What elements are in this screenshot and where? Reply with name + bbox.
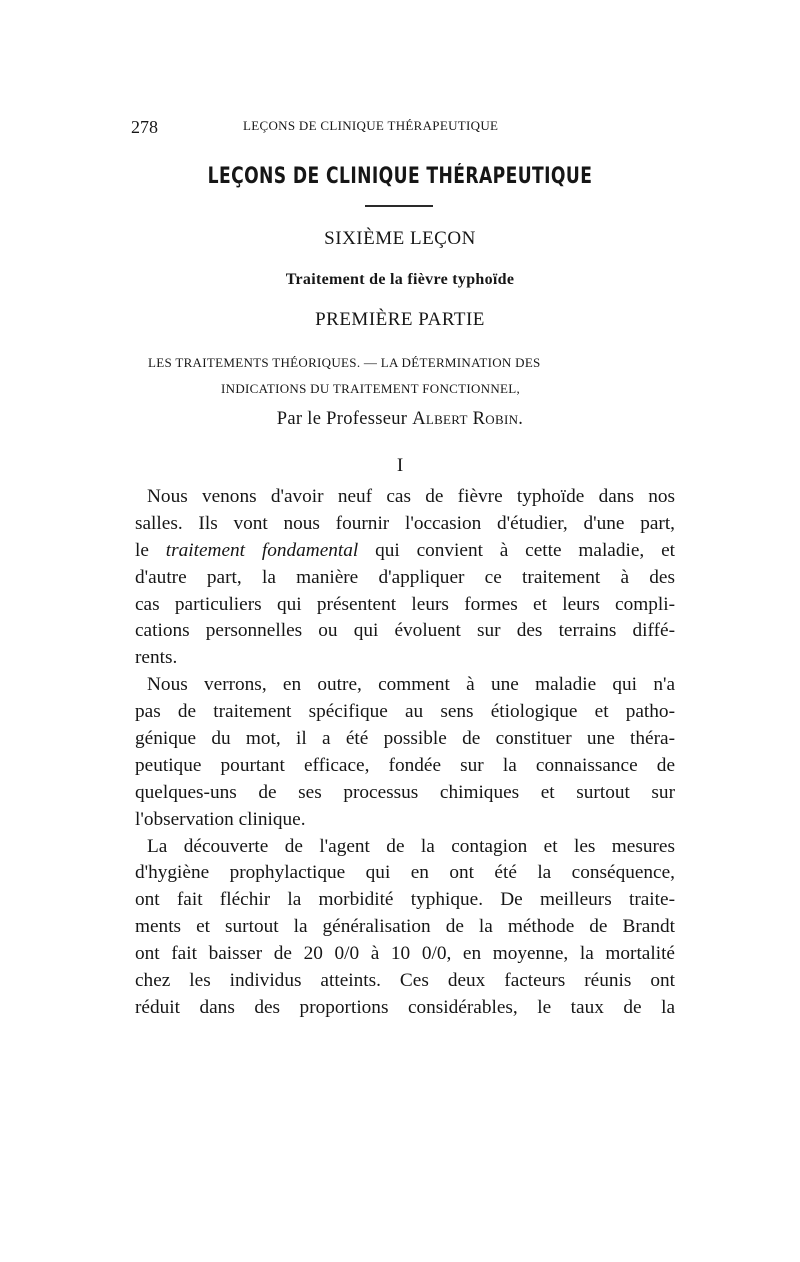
part-heading: PREMIÈRE PARTIE bbox=[315, 309, 485, 330]
body-line: salles. Ils vont nous fournir l'occasion d'étudier, d'une part, bbox=[135, 512, 675, 534]
body-line: ont fait baisser de 20 0/0 à 10 0/0, en moyenne, la mortalité bbox=[135, 943, 675, 965]
body-line: peutique pourtant efficace, fondée sur la connaissance de bbox=[135, 754, 675, 776]
title-rule bbox=[365, 205, 433, 207]
body-line: cations personnelles ou qui évoluent sur des terrains diffé- bbox=[135, 620, 675, 642]
body-line: chez les individus atteints. Ces deux facteurs réunis ont bbox=[135, 970, 675, 992]
body-fragment: qui convient à cette maladie, et bbox=[375, 539, 675, 561]
body-line: pas de traitement spécifique au sens étiologique et patho- bbox=[135, 701, 675, 723]
body-line: cas particuliers qui présentent leurs formes et leurs compli- bbox=[135, 593, 675, 615]
section-number: I bbox=[396, 455, 404, 476]
body-line: l'observation clinique. bbox=[135, 808, 306, 830]
body-line: Nous verrons, en outre, comment à une maladie qui n'a bbox=[147, 674, 675, 696]
page-number: 278 bbox=[131, 117, 158, 137]
lesson-subject: Traitement de la fièvre typhoïde bbox=[285, 271, 515, 288]
topics-line-1: LES TRAITEMENTS THÉORIQUES. — LA DÉTERMINATION DES bbox=[148, 355, 541, 370]
body-line: d'autre part, la manière d'appliquer ce traitement à des bbox=[135, 566, 675, 588]
body-line: ont fait fléchir la morbidité typhique. De meilleurs traite- bbox=[135, 889, 675, 911]
body-line: Nous venons d'avoir neuf cas de fièvre typhoïde dans nos bbox=[147, 486, 675, 507]
body-line bbox=[135, 538, 675, 565]
body-line: quelques-uns de ses processus chimiques et surtout sur bbox=[135, 781, 675, 803]
author-prefix: Par le Professeur bbox=[276, 409, 408, 429]
topics-line-2: INDICATIONS DU TRAITEMENT FONCTIONNEL, bbox=[221, 381, 521, 396]
body-line: d'hygiène prophylactique qui en ont été la conséquence, bbox=[135, 862, 675, 884]
italic-term: traitement fondamental bbox=[165, 539, 359, 561]
author-line bbox=[0, 409, 800, 430]
running-header: LEÇONS DE CLINIQUE THÉRAPEUTIQUE bbox=[243, 118, 499, 133]
body-line: ments et surtout la généralisation de la méthode de Brandt bbox=[135, 916, 675, 938]
body-line: génique du mot, il a été possible de constituer une théra- bbox=[135, 728, 675, 750]
body-line: rents. bbox=[135, 647, 178, 669]
lesson-heading: SIXIÈME LEÇON bbox=[324, 228, 476, 249]
body-fragment: le bbox=[135, 539, 149, 561]
book-title: LEÇONS DE CLINIQUE THÉRAPEUTIQUE bbox=[207, 164, 593, 189]
author-name: Albert Robin. bbox=[412, 409, 524, 429]
body-text bbox=[135, 484, 675, 1022]
body-line: La découverte de l'agent de la contagion et les mesures bbox=[147, 835, 675, 857]
body-line: réduit dans des proportions considérables, le taux de la bbox=[135, 996, 675, 1018]
